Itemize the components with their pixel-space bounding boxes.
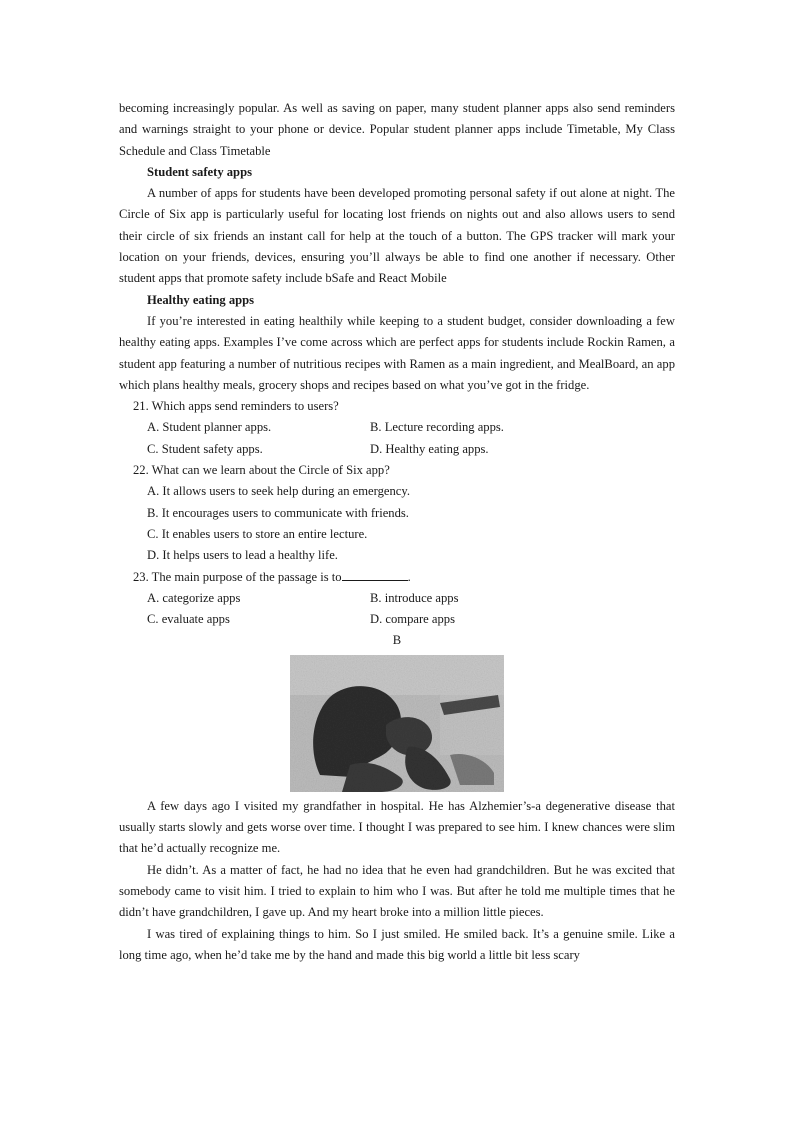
- option-21-d: D. Healthy eating apps.: [370, 441, 489, 456]
- eating-paragraph: If you’re interested in eating healthily while keeping to a student budget, consider downloading a few healthy eating apps. Examples I’ve come across which are perfect apps for students include Rockin Ramen, a student app featuring a number of nutritious recipes with Ramen as a main ingredient, and MealBoard, an app which plans healthy meals, grocery shops and recipes based on what you’ve got in the fridge.: [119, 313, 675, 392]
- option-23-d: D. compare apps: [370, 612, 455, 627]
- question-23-stem-end: .: [407, 569, 411, 584]
- photo-grandfather-image: [290, 655, 504, 792]
- passage-b-paragraph-3: I was tired of explaining things to him. So I just smiled. He smiled back. It’s a genuine smile. Like a long time ago, when he’d take me by the hand and made this big world a little bit less scary: [119, 926, 675, 962]
- safety-heading: Student safety apps: [147, 164, 252, 179]
- question-21-options: [119, 417, 675, 460]
- intro-paragraph: becoming increasingly popular. As well as saving on paper, many student planner apps also send reminders and warnings straight to your phone or device. Popular student planner apps include Timetable, My Class Schedule and Class Timetable: [119, 101, 675, 158]
- passage-photo: [290, 655, 504, 792]
- question-23-stem: 23. The main purpose of the passage is to: [133, 569, 342, 584]
- eating-heading: Healthy eating apps: [147, 292, 255, 307]
- answer-blank: [342, 568, 408, 581]
- question-22: [119, 460, 675, 566]
- question-21-stem: 21. Which apps send reminders to users?: [133, 399, 339, 414]
- passage-b-label: B: [392, 633, 402, 648]
- option-22-a: A. It allows users to seek help during an emergency.: [147, 484, 410, 499]
- question-23-stem-line: [119, 567, 675, 588]
- question-22-stem: 22. What can we learn about the Circle of Six app?: [133, 463, 390, 478]
- option-23-b: B. introduce apps: [370, 590, 459, 605]
- option-21-c: C. Student safety apps.: [147, 441, 263, 456]
- passage-b-paragraph-1: A few days ago I visited my grandfather in hospital. He has Alzhemier’s-a degenerative disease that usually starts slowly and gets worse over time. I thought I was prepared to see him. I knew chances were slim that he’d actually recognize me.: [119, 798, 675, 856]
- option-21-b: B. Lecture recording apps.: [370, 420, 504, 435]
- option-23-a: A. categorize apps: [147, 590, 241, 605]
- passage-b-paragraph-2: He didn’t. As a matter of fact, he had no idea that he even had grandchildren. But he was excited that somebody came to visit him. I tried to explain to him who I was. But after he told me multiple times that he didn’t have grandchildren, I gave up. And my heart broke into a million little pieces.: [119, 862, 675, 920]
- question-23: [119, 567, 675, 631]
- question-21: [119, 396, 675, 460]
- option-22-b: B. It encourages users to communicate with friends.: [147, 505, 409, 520]
- option-23-c: C. evaluate apps: [147, 612, 230, 627]
- option-22-d: D. It helps users to lead a healthy life.: [147, 548, 338, 563]
- option-22-c: C. It enables users to store an entire lecture.: [147, 526, 368, 541]
- question-23-options: [119, 588, 675, 631]
- document-page: [119, 98, 675, 966]
- safety-paragraph: A number of apps for students have been developed promoting personal safety if out alone at night. The Circle of Six app is particularly useful for locating lost friends on nights out and also allows users to send their circle of six friends an instant call for help at the touch of a button. The GPS tracker will mark your location on your friends, devices, ensuring you’ll always be able to find one another if necessary. Other student apps that promote safety include bSafe and React Mobile: [119, 186, 675, 286]
- option-21-a: A. Student planner apps.: [147, 420, 272, 435]
